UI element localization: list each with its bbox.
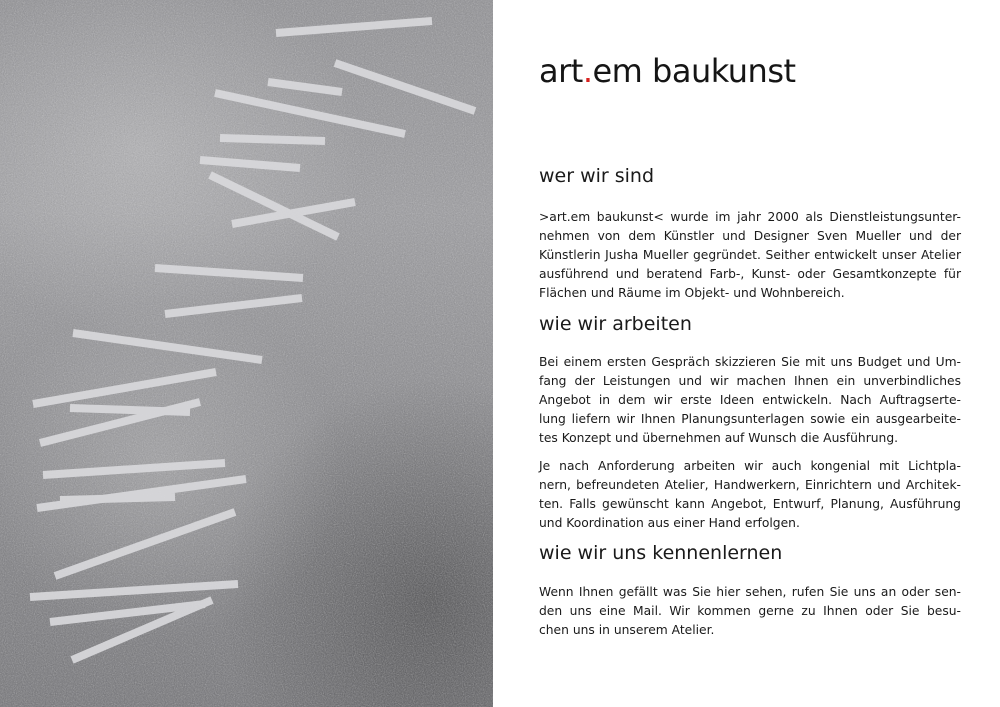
- heading-wer-wir-sind: wer wir sind: [539, 165, 655, 187]
- paragraph-wie-wir-arbeiten-2: [539, 457, 961, 533]
- heading-wie-wir-uns-kennenlernen: wie wir uns kennenlernen: [539, 542, 783, 564]
- textured-wall-photo: [0, 0, 493, 707]
- text-line: nern, befreundeten Atelier, Handwerkern, Einrichtern und Architek-: [539, 478, 961, 492]
- logo-prefix: art: [539, 52, 583, 90]
- paragraph-wie-wir-arbeiten-1: [539, 353, 961, 448]
- brand-logo: [539, 52, 796, 90]
- paragraph-wer-wir-sind: [539, 208, 961, 303]
- text-line: lung liefern wir Ihnen Planungsunterlagen sowie ein ausgearbeite-: [539, 412, 961, 426]
- text-line: Flächen und Räume im Objekt- und Wohnbereich.: [539, 286, 845, 300]
- paragraph-wie-wir-uns-kennenlernen: [539, 583, 961, 640]
- text-line: und Koordination aus einer Hand erfolgen.: [539, 516, 800, 530]
- text-line: Angebot in dem wir erste Ideen entwickeln. Nach Auftragserte-: [539, 393, 961, 407]
- grain-overlay: [0, 0, 493, 707]
- logo-red-dot: .: [582, 52, 593, 90]
- stripe: [60, 497, 175, 500]
- text-line: chen uns in unserem Atelier.: [539, 623, 715, 637]
- wall-texture-artwork: [0, 0, 493, 707]
- text-line: Bei einem ersten Gespräch skizzieren Sie mit uns Budget und Um-: [539, 355, 961, 369]
- text-line: Je nach Anforderung arbeiten wir auch kongenial mit Lichtpla-: [539, 459, 961, 473]
- text-line: ten. Falls gewünscht kann Angebot, Entwurf, Planung, Ausführung: [539, 497, 961, 511]
- text-line: fang der Leistungen und wir machen Ihnen ein unverbindliches: [539, 374, 961, 388]
- text-line: >art.em baukunst< wurde im jahr 2000 als Dienstleistungsunter-: [539, 210, 961, 224]
- text-line: Wenn Ihnen gefällt was Sie hier sehen, rufen Sie uns an oder sen-: [539, 585, 961, 599]
- text-line: nehmen von dem Künstler und Designer Sven Mueller und der: [539, 229, 961, 243]
- logo-suffix: em baukunst: [592, 52, 796, 90]
- stripe: [220, 138, 325, 141]
- heading-wie-wir-arbeiten: wie wir arbeiten: [539, 313, 692, 335]
- text-line: Künstlerin Jusha Mueller gegründet. Seither entwickelt unser Atelier: [539, 248, 961, 262]
- text-line: den uns eine Mail. Wir kommen gerne zu Ihnen oder Sie besu-: [539, 604, 961, 618]
- text-line: tes Konzept und übernehmen auf Wunsch die Ausführung.: [539, 431, 899, 445]
- text-line: ausführend und beratend Farb-, Kunst- oder Gesamtkonzepte für: [539, 267, 961, 281]
